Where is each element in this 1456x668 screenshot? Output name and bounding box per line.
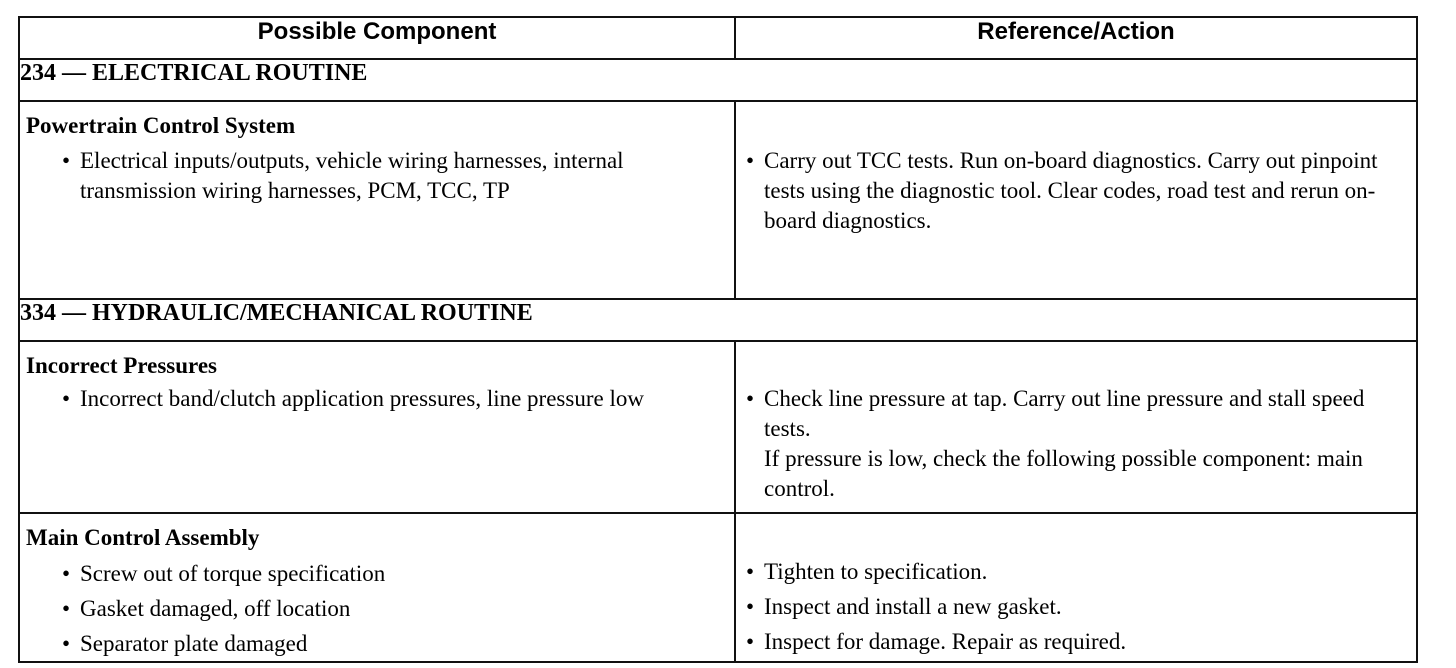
bullet-icon: • xyxy=(746,594,755,619)
item-text: Electrical inputs/outputs, vehicle wiring harnesses, internal transmission wiring harnesses, PCM, TCC, TP xyxy=(80,148,624,203)
bullet-icon: • xyxy=(62,631,71,656)
action-text: Inspect for damage. Repair as required. xyxy=(764,629,1127,654)
component-item-list xyxy=(20,146,734,206)
component-cell xyxy=(19,101,735,299)
bullet-icon: • xyxy=(746,386,755,411)
routine-heading: 334 — HYDRAULIC/MECHANICAL ROUTINE xyxy=(19,299,1417,341)
header-reference-action: Reference/Action xyxy=(735,17,1417,59)
action-list xyxy=(736,554,1416,659)
component-item-list xyxy=(20,384,734,414)
action-note: If pressure is low, check the following possible component: main control. xyxy=(764,446,1363,501)
list-item xyxy=(736,384,1416,444)
bullet-icon: • xyxy=(62,386,71,411)
component-item-list xyxy=(20,556,734,661)
diagnostic-table xyxy=(18,16,1418,663)
component-title: Incorrect Pressures xyxy=(26,353,217,378)
routine-heading: 234 — ELECTRICAL ROUTINE xyxy=(19,59,1417,101)
action-list xyxy=(736,146,1416,236)
bullet-icon: • xyxy=(746,148,755,173)
action-text: Tighten to specification. xyxy=(764,559,988,584)
bullet-icon: • xyxy=(746,629,755,654)
list-item xyxy=(736,589,1416,624)
action-cell xyxy=(735,513,1417,662)
table-row xyxy=(19,101,1417,299)
routine-row-hydraulic xyxy=(19,299,1417,341)
action-cell xyxy=(735,101,1417,299)
component-title: Main Control Assembly xyxy=(26,525,260,550)
bullet-icon: • xyxy=(62,561,71,586)
list-item xyxy=(20,384,734,414)
item-text: Incorrect band/clutch application pressures, line pressure low xyxy=(80,386,644,411)
list-item xyxy=(20,591,734,626)
list-item xyxy=(736,624,1416,659)
action-cell xyxy=(735,341,1417,513)
routine-row-electrical xyxy=(19,59,1417,101)
action-text: Carry out TCC tests. Run on-board diagnostics. Carry out pinpoint tests using the diagnostic tool. Clear codes, road test and rerun on-board diagnostics. xyxy=(764,148,1378,233)
bullet-icon: • xyxy=(62,596,71,621)
component-cell xyxy=(19,513,735,662)
list-item xyxy=(736,146,1416,236)
component-cell xyxy=(19,341,735,513)
table-row xyxy=(19,341,1417,513)
table-row xyxy=(19,513,1417,662)
item-text: Separator plate damaged xyxy=(80,631,308,656)
header-possible-component: Possible Component xyxy=(19,17,735,59)
bullet-icon: • xyxy=(62,148,71,173)
list-item xyxy=(736,554,1416,589)
list-item xyxy=(20,146,734,206)
list-item xyxy=(20,626,734,661)
action-list xyxy=(736,384,1416,444)
item-text: Gasket damaged, off location xyxy=(80,596,351,621)
item-text: Screw out of torque specification xyxy=(80,561,386,586)
action-text: Inspect and install a new gasket. xyxy=(764,594,1062,619)
list-item xyxy=(20,556,734,591)
header-row xyxy=(19,17,1417,59)
bullet-icon: • xyxy=(746,559,755,584)
component-title: Powertrain Control System xyxy=(26,113,296,138)
action-text: Check line pressure at tap. Carry out line pressure and stall speed tests. xyxy=(764,386,1365,441)
